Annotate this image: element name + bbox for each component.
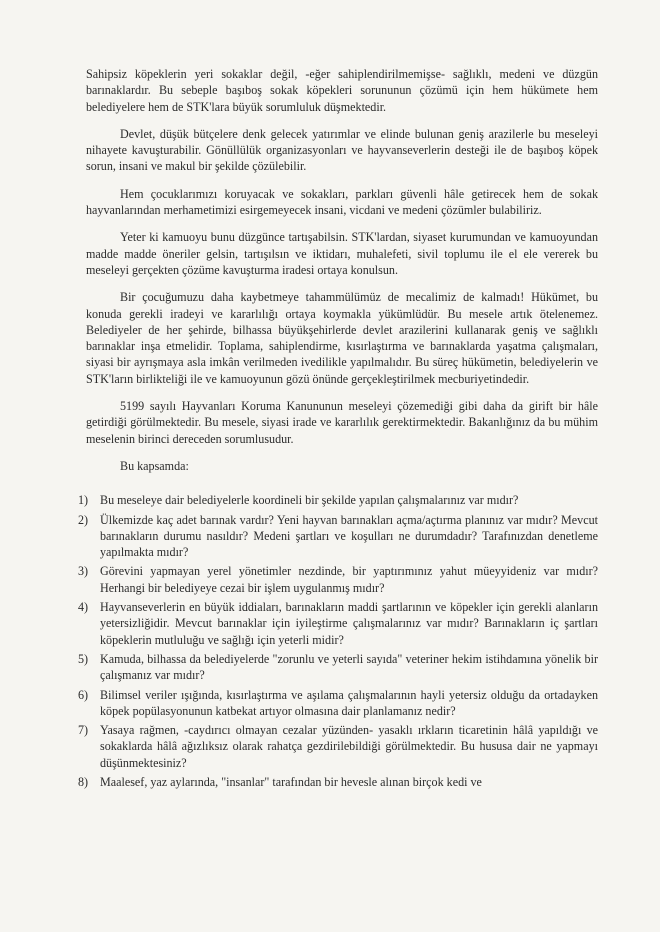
paragraph-6: 5199 sayılı Hayvanları Koruma Kanununun meseleyi çözemediği gibi daha da girift bir hâle getirdiği görülmektedir. Bu mesele, siyasi irade ve kararlılık gerektirmektedir. Bakanlığınız da bu mühim meselenin birinci dereceden sorumlusudur.	[86, 399, 598, 446]
question-item-4	[78, 599, 598, 648]
question-number: 6)	[78, 687, 89, 702]
question-number: 7)	[78, 723, 89, 738]
question-text: Bu meseleye dair belediyelerle koordineli bir şekilde yapılan çalışmalarınız var mıdır?	[100, 493, 519, 508]
question-item-5	[78, 651, 598, 684]
question-text: Görevini yapmayan yerel yönetimler nezdinde, bir yaptırımınız yahut müeyyideniz var mıdır? Herhangi bir belediyeye cezai bir işlem uygulanmış mıdır?	[100, 564, 598, 595]
question-number: 3)	[78, 564, 89, 579]
question-item-2	[78, 512, 598, 561]
question-text: Kamuda, bilhassa da belediyelerde "zorunlu ve yeterli sayıda" veteriner hekim istihdamına yönelik bir çalışmanız var mıdır?	[100, 651, 598, 683]
question-number: 5)	[78, 651, 89, 666]
question-item-7	[78, 722, 598, 771]
question-number: 8)	[78, 774, 89, 789]
question-text: Yasaya rağmen, -caydırıcı olmayan cezalar yüzünden- yasaklı ırkların ticaretinin hâlâ yapıldığı ve sokaklarda hâlâ ağızlıksız olarak rahatça gezdirilebildiği görülmektedir. Bu hususa dair ne yapmayı düşünmektesiniz?	[100, 723, 598, 770]
paragraph-4: Yeter ki kamuoyu bunu düzgünce tartışabilsin. STK'lardan, siyaset kurumundan ve kamuoyundan madde madde öneriler gelsin, tartışılsın ve iktidarı, muhalefeti, sivil toplumu ile el ele vererek bu meseleyi gerçekten çözüme kavuşturma iradesi ortaya konulsun.	[86, 230, 598, 277]
question-item-1	[78, 492, 598, 508]
question-text: Maalesef, yaz aylarında, "insanlar" tarafından bir hevesle alınan birçok kedi ve	[100, 774, 482, 789]
paragraph-5: Bir çocuğumuzu daha kaybetmeye tahammülümüz de mecalimiz de kalmadı! Hükümet, bu konuda gerekli iradeyi ve kararlılığı ortaya koymakla yükümlüdür. Bu mesele artık ötelenemez. Belediyeler de her şehirde, bilhassa büyükşehirlerde devlet arazilerini kullanarak geniş ve sağlıklı barınaklar inşa etmelidir. Toplama, sahiplendirme, kısırlaştırma ve barınaklarda yaşatma çalışmaları, siyasi bir ayrışmaya asla imkân verilmeden ivedilikle yapılmalıdır. Bu süreç hükümetin, belediyelerin ve STK'ların birlikteliği ile ve kamuoyunun gözü önünde gerçekleştirilmek mecburiyetindedir.	[86, 290, 598, 386]
question-item-8	[78, 774, 598, 790]
question-text: Bilimsel veriler ışığında, kısırlaştırma ve aşılama çalışmalarının hayli yetersiz olduğu da ortadayken köpek popülasyonunun katbekat artıyor olmasına dair planlamanız nedir?	[100, 687, 598, 718]
question-number: 4)	[78, 600, 89, 615]
question-item-6	[78, 687, 598, 720]
question-item-3	[78, 563, 598, 596]
paragraph-2: Devlet, düşük bütçelere denk gelecek yatırımlar ve elinde bulunan geniş arazilerle bu meseleyi nihayete kavuşturabilir. Gönüllülük organizasyonları ve hayvanseverlerin desteği ile de başıboş köpek sorun, insani ve makul bir şekilde çözülebilir.	[86, 126, 598, 174]
paragraph-1: Sahipsiz köpeklerin yeri sokaklar değil, -eğer sahiplendirilmemişse- sağlıklı, medeni ve düzgün barınaklardır. Bu sebeple başıboş sokak köpekleri sorununun çözümü için hem hükümete hem belediyelere hem de STK'lara büyük sorumluluk düşmektedir.	[86, 67, 598, 114]
question-text: Ülkemizde kaç adet barınak vardır? Yeni hayvan barınakları açma/açtırma planınız var mıdır? Mevcut barınakların durumu nasıldır? Medeni şartları ve koşulları ne durumdadır? Tarafınızdan denetleme yapılmakta mıdır?	[100, 512, 598, 560]
question-number: 2)	[78, 512, 89, 527]
question-text: Hayvanseverlerin en büyük iddiaları, barınakların maddi şartlarının ve köpekler için gerekli alanların yetersizliğidir. Mevcut barınaklar için iyileştirme çalışmalarınız var mıdır? Barınakların iç şartları köpeklerin mutluluğu ve sağlığı için yeterli midir?	[100, 600, 598, 647]
question-number: 1)	[78, 493, 89, 508]
paragraph-3: Hem çocuklarımızı koruyacak ve sokakları, parkları güvenli hâle getirecek hem de sokak hayvanlarından merhametimizi esirgemeyecek insani, vicdani ve medeni çözümler bulabiliriz.	[86, 186, 598, 218]
question-list	[78, 492, 598, 790]
kapsam-label: Bu kapsamda:	[120, 458, 189, 473]
